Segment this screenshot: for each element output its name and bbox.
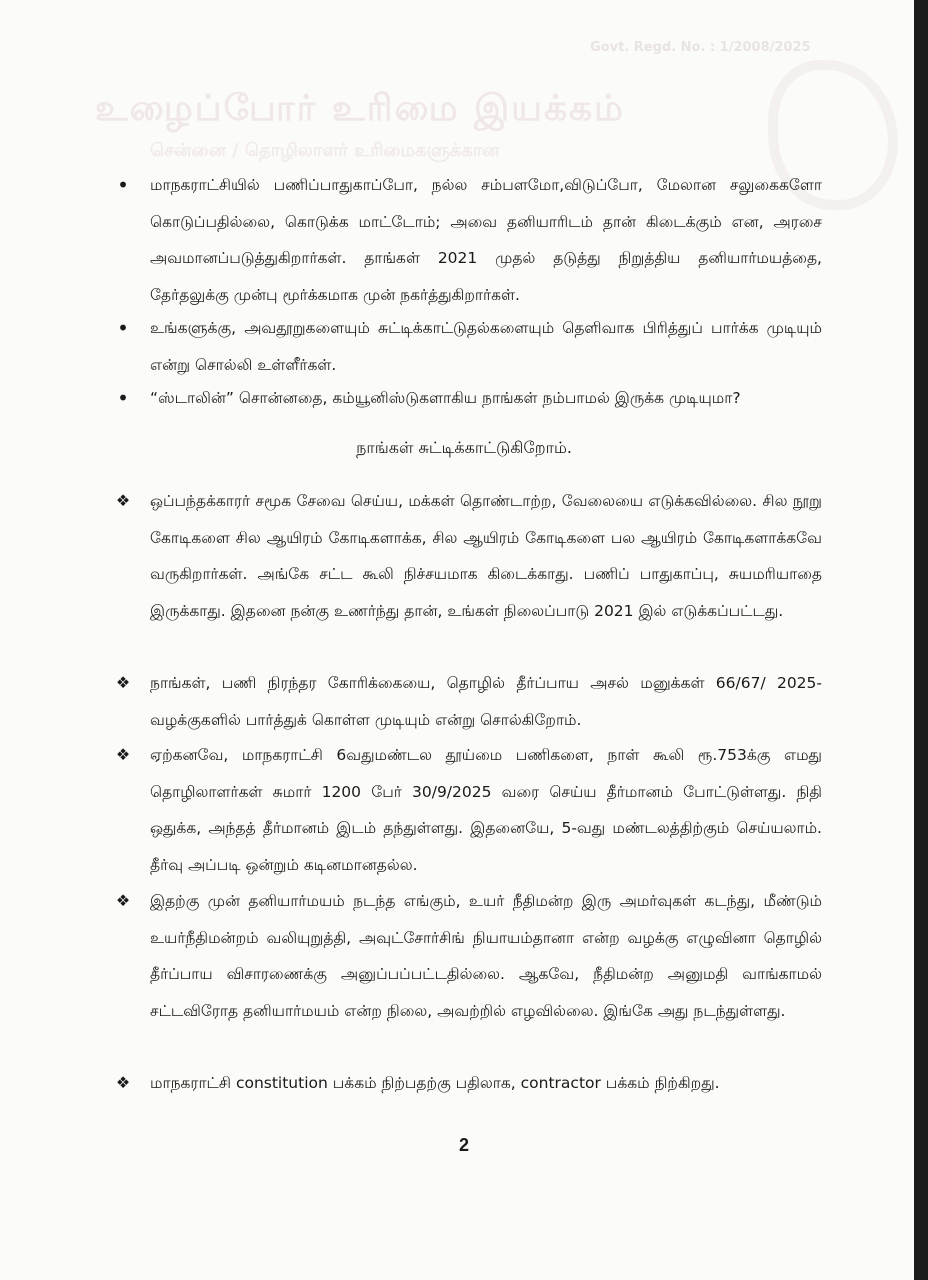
list-item: ஒப்பந்தக்காரர் சமூக சேவை செய்ய, மக்கள் தொண்டாற்ற, வேலையை எடுக்கவில்லை. சில நூறு கோடிகளை சில ஆயிரம் கோடிகளாக்க, சில ஆயிரம் கோடிகளை பல ஆயிரம் கோடிகளாக்கவே வருகிறார்கள். அங்கே சட்ட கூலி நிச்சயமாக கிடைக்காது. பணிப் பாதுகாப்பு, சுயமரியாதை இருக்காது. இதனை நன்கு உணர்ந்து தான், உங்கள் நிலைப்பாடு 2021 இல் எடுக்கப்பட்டது. [150, 492, 822, 620]
faint-header-subtitle: சென்னை / தொழிலாளர் உரிமைகளுக்கான [150, 140, 500, 161]
faint-header-top-line: Govt. Regd. No. : 1/2008/2025 [590, 40, 811, 55]
list-item: “ஸ்டாலின்” சொன்னதை, கம்யூனிஸ்டுகளாகிய நாங்கள் நம்பாமல் இருக்க முடியுமா? [150, 389, 741, 407]
list-item: மாநகராட்சியில் பணிப்பாதுகாப்போ, நல்ல சம்பளமோ,விடுப்போ, மேலான சலுகைகளோ கொடுப்பதில்லை, கொடுக்க மாட்டோம்; அவை தனியாரிடம் தான் கிடைக்கும் என, அரசை அவமானப்படுத்துகிறார்கள். தாங்கள் 2021 முதல் தடுத்து நிறுத்திய தனியார்மயத்தை, தேர்தலுக்கு முன்பு மூர்க்கமாக முன் நகர்த்துகிறார்கள். [150, 176, 822, 304]
bullet-dot-icon: • [117, 316, 129, 340]
scan-edge-border [914, 0, 928, 1280]
bullet-dot-icon: • [117, 386, 129, 410]
faint-header-title: உழைப்போர் உரிமை இயக்கம் [95, 88, 626, 129]
bullet-diamond-icon: ❖ [115, 491, 131, 510]
list-item: இதற்கு முன் தனியார்மயம் நடந்த எங்கும், உயர் நீதிமன்ற இரு அமர்வுகள் கடந்து, மீண்டும் உயர்நீதிமன்றம் வலியுறுத்தி, அவுட்சோர்சிங் நியாயம்தானா என்ற வழக்கு எழுவினா தொழில் தீர்ப்பாய விசாரணைக்கு அனுப்பப்பட்டதில்லை. ஆகவே, நீதிமன்ற அனுமதி வாங்காமல் சட்டவிரோத தனியார்மயம் என்ற நிலை, அவற்றில் எழவில்லை. இங்கே அது நடந்துள்ளது. [150, 892, 822, 1020]
bullet-diamond-icon: ❖ [115, 745, 131, 764]
bullet-diamond-icon: ❖ [115, 891, 131, 910]
bullet-dot-icon: • [117, 173, 129, 197]
bullet-diamond-icon: ❖ [115, 673, 131, 692]
list-item: உங்களுக்கு, அவதூறுகளையும் சுட்டிக்காட்டுதல்களையும் தெளிவாக பிரித்துப் பார்க்க முடியும் என்று சொல்லி உள்ளீர்கள். [150, 319, 822, 374]
list-item: மாநகராட்சி constitution பக்கம் நிற்பதற்கு பதிலாக, contractor பக்கம் நிற்கிறது. [150, 1074, 720, 1092]
list-item: நாங்கள், பணி நிரந்தர கோரிக்கையை, தொழில் தீர்ப்பாய அசல் மனுக்கள் 66/67/ 2025-வழக்குகளில் பார்த்துக் கொள்ள முடியும் என்று சொல்கிறோம். [150, 674, 822, 729]
section-heading: நாங்கள் சுட்டிக்காட்டுகிறோம். [356, 438, 572, 457]
bullet-diamond-icon: ❖ [115, 1073, 131, 1092]
page-number: 2 [458, 1135, 469, 1155]
list-item: ஏற்கனவே, மாநகராட்சி 6வதுமண்டல தூய்மை பணிகளை, நாள் கூலி ரூ.753க்கு எமது தொழிலாளர்கள் சுமார் 1200 பேர் 30/9/2025 வரை செய்ய தீர்மானம் போட்டுள்ளது. நிதி ஒதுக்க, அந்தத் தீர்மானம் இடம் தந்துள்ளது. இதனையே, 5-வது மண்டலத்திற்கும் செய்யலாம். தீர்வு அப்படி ஒன்றும் கடினமானதல்ல. [150, 746, 822, 874]
